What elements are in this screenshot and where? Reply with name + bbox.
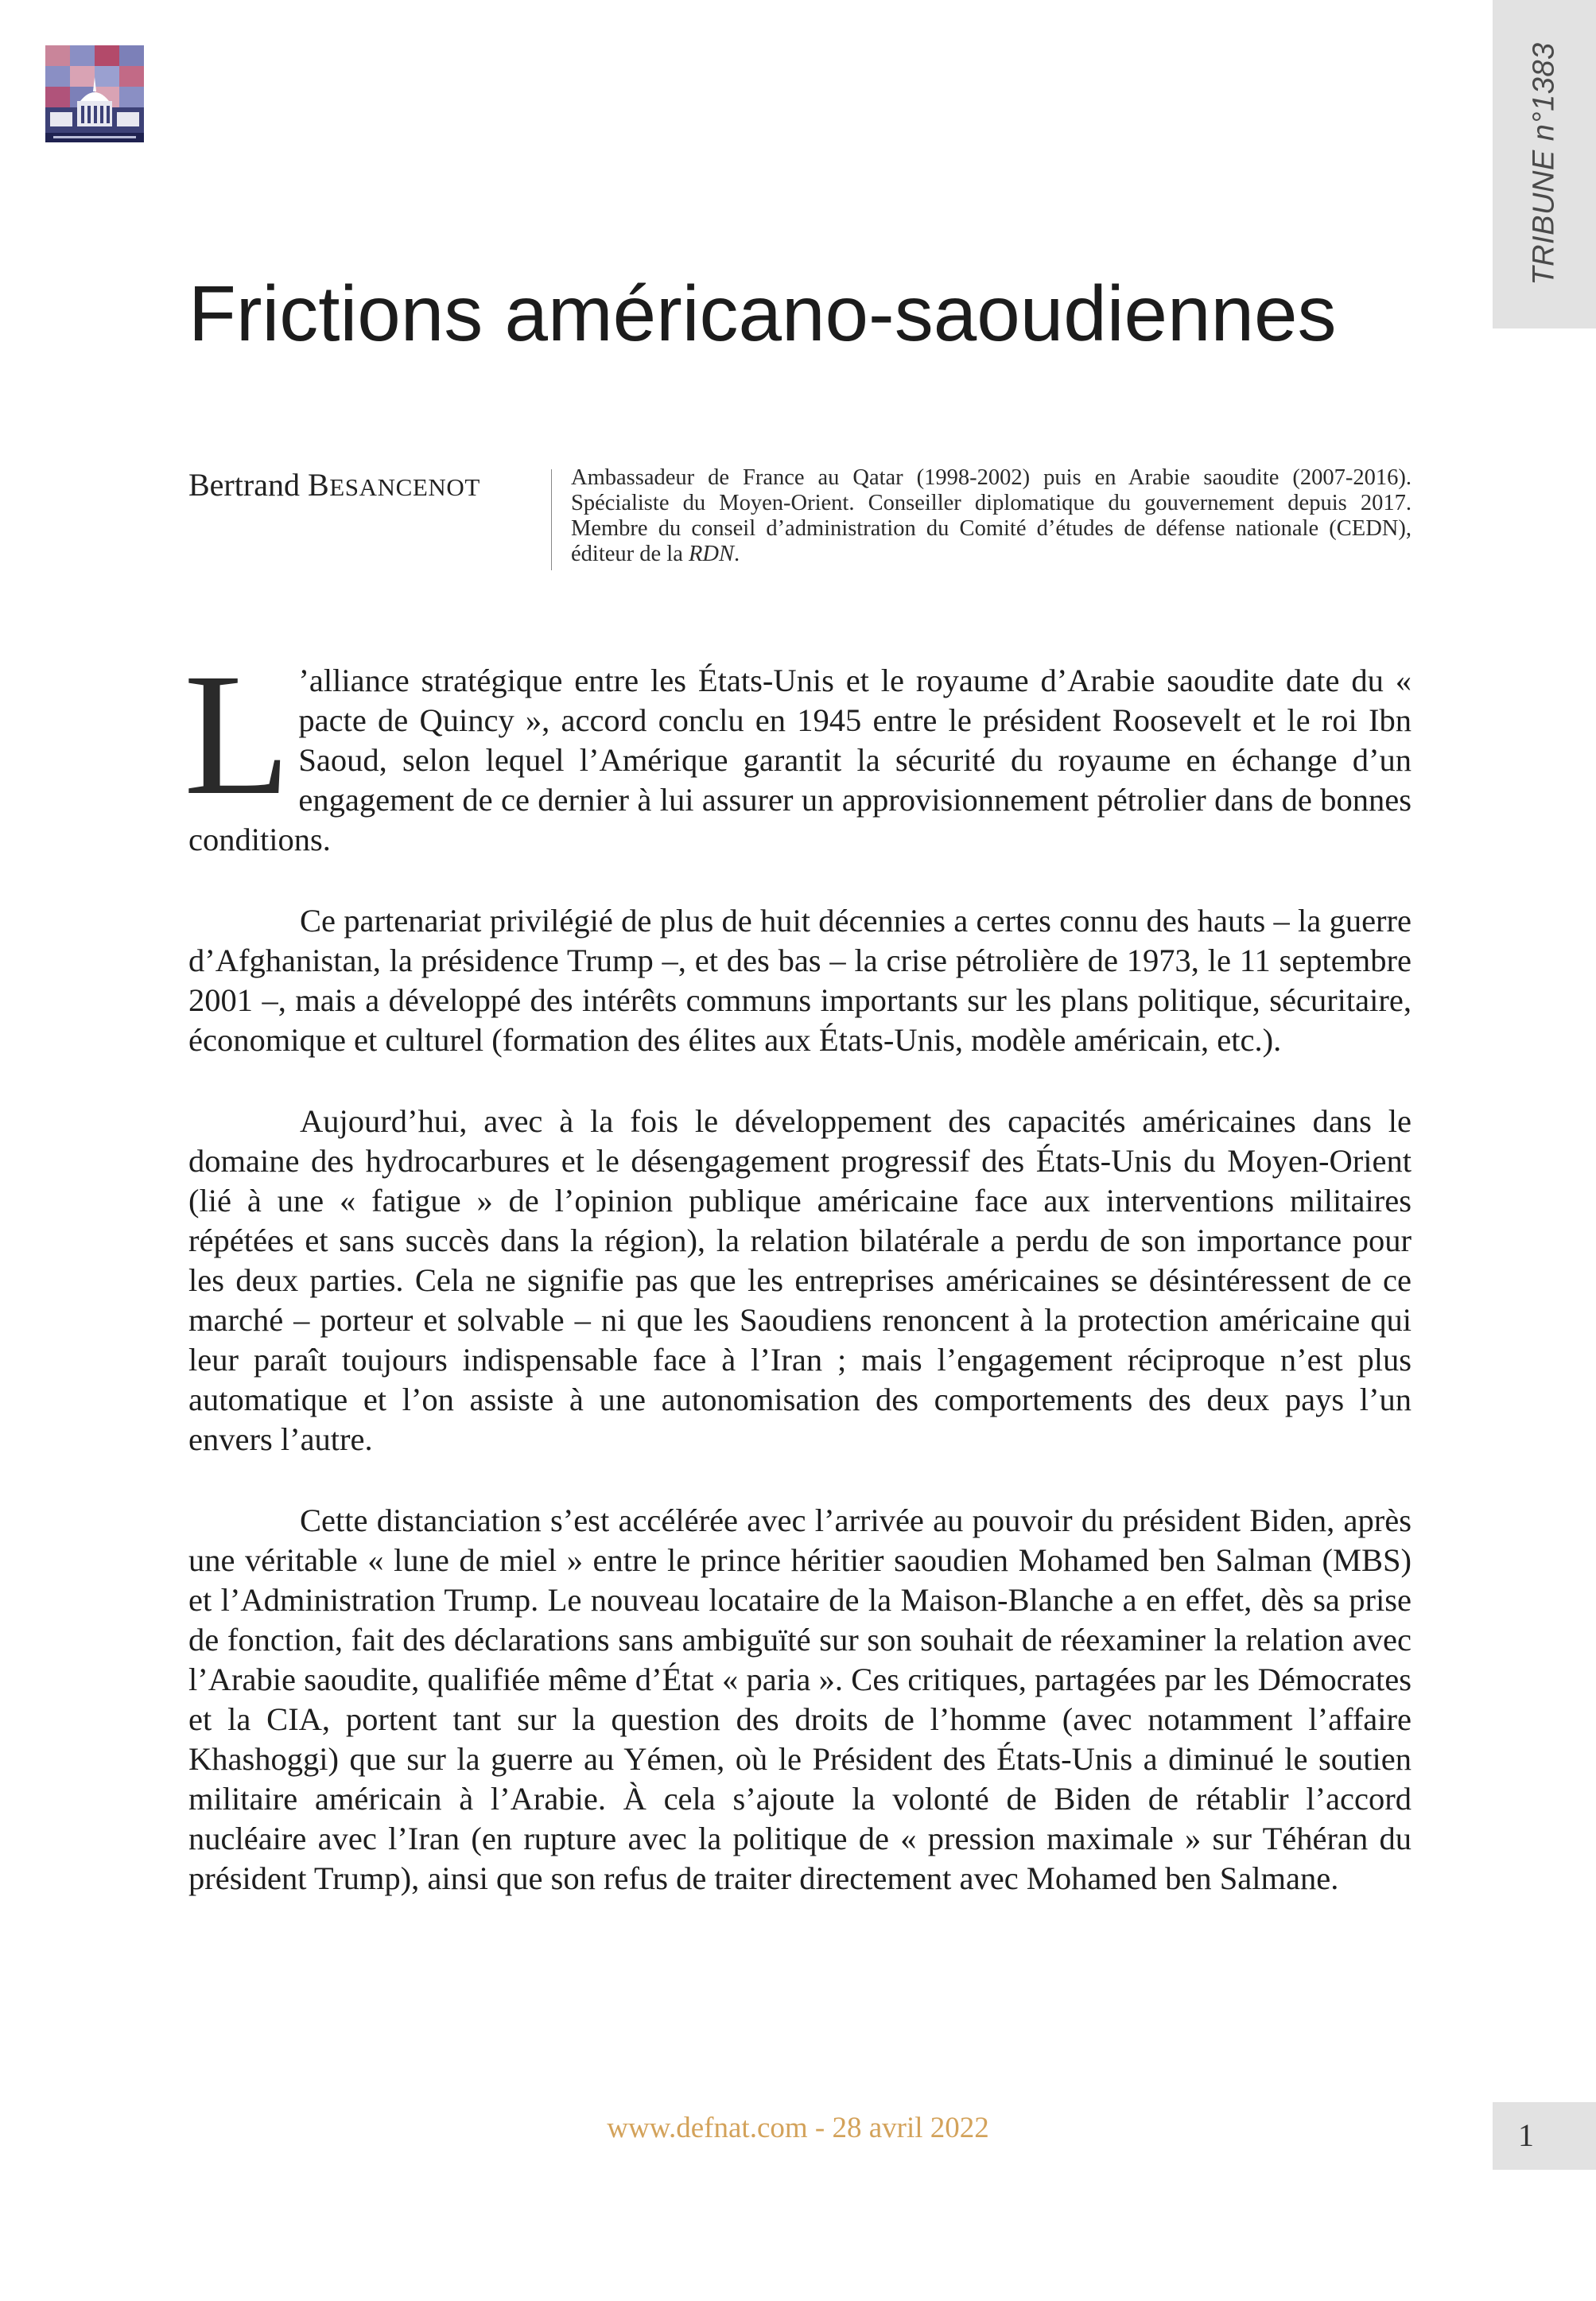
author-bio-end: . [733, 542, 740, 566]
author-divider [551, 469, 552, 570]
article-body [184, 637, 1412, 1940]
article-paragraph: Cette distanciation s’est accélérée avec l’arrivée au pouvoir du président Biden, après une véritable « lune de miel » entre le prince héritier saoudien Mohamed ben Salman (MBS) et l’Administration Trump. Le nouveau locataire de la Maison-Blanche a en effet, dès sa prise de fonction, fait des déclarations sans ambiguïté sur son souhait de réexaminer la relation avec l’Arabie saoudite, qualifiée même d’État « paria ». Ces critiques, partagées par les Démocrates et la CIA, portent tant sur la question des droits de l’homme (avec notamment l’affaire Khashoggi) que sur la guerre au Yémen, où le Président des États-Unis a diminué le soutien militaire américain à l’Arabie. À cela s’ajoute la volonté de Biden de rétablir l’accord nucléaire avec l’Iran (en rupture avec la politique de « pression maximale » sur Téhéran du président Trump), ainsi que son refus de traiter directement avec Mohamed ben Salmane. [188, 1502, 1412, 1896]
institution-logo [45, 45, 144, 142]
drop-cap: L [184, 637, 291, 831]
article-paragraph: Aujourd’hui, avec à la fois le développement des capacités américaines dans le domaine des hydrocarbures et le désengagement progressif des États-Unis du Moyen-Orient (lié à une « fatigue » de l’opinion publique américaine face aux interventions militaires répétées et sans succès dans la région), la relation bilatérale a perdu de son importance pour les deux parties. Cela ne signifie pas que les entreprises américaines se désintéressent de ce marché – porteur et solvable – ni que les Saoudiens renoncent à la protection américaine qui leur paraît toujours indispensable face à l’Iran ; mais l’engagement réciproque n’est plus automatique et l’on assiste à une autonomisation des comportements des deux pays l’un envers l’autre. [188, 1103, 1412, 1457]
paragraph-text: ’alliance stratégique entre les États-Unis et le royaume d’Arabie saoudite date du « pacte de Quincy », accord conclu en 1945 entre le président Roosevelt et le roi Ibn Saoud, selon lequel l’Amérique garantit la sécurité du royaume en échange d’un engagement de ce dernier à lui assurer un approvisionnement pétrolier dans de bonnes conditions. [188, 663, 1412, 857]
article-paragraph: Ce partenariat privilégié de plus de huit décennies a certes connu des hauts – la guerre d’Afghanistan, la présidence Trump –, et des bas – la crise pétrolière de 1973, le 11 septembre 2001 –, mais a développé des intérêts communs importants sur les plans politique, sécuritaire, économique et culturel (formation des élites aux États-Unis, modèle américain, etc.). [188, 903, 1412, 1058]
author-bio-journal: RDN [688, 542, 734, 566]
page-number-box [1493, 2102, 1596, 2170]
tribune-side-tab [1493, 0, 1596, 328]
author-last-name [307, 467, 480, 503]
page-number: 1 [1518, 2117, 1534, 2153]
article-title: Frictions américano-saoudiennes [188, 270, 1337, 357]
author-last-name-initial: B [307, 467, 330, 503]
footer-site-date: www.defnat.com - 28 avril 2022 [607, 2112, 989, 2144]
author-bio-text: Ambassadeur de France au Qatar (1998-2002) puis en Arabie saoudite (2007-2016). Spécialiste du Moyen-Orient. Conseiller diplomatique du gouvernement depuis 2017. Membre du conseil d’administration du Comité d’études de défense nationale (CEDN), éditeur de la [571, 465, 1412, 566]
ihedn-institution-logo-icon [45, 45, 144, 142]
article-paragraph [184, 637, 1412, 860]
author-bio [571, 465, 1412, 567]
author-last-name-rest: ESANCENOT [329, 473, 480, 501]
tribune-number-label: TRIBUNE n°1383 [1527, 42, 1561, 286]
author-name [188, 466, 480, 507]
author-first-name: Bertrand [188, 467, 300, 503]
